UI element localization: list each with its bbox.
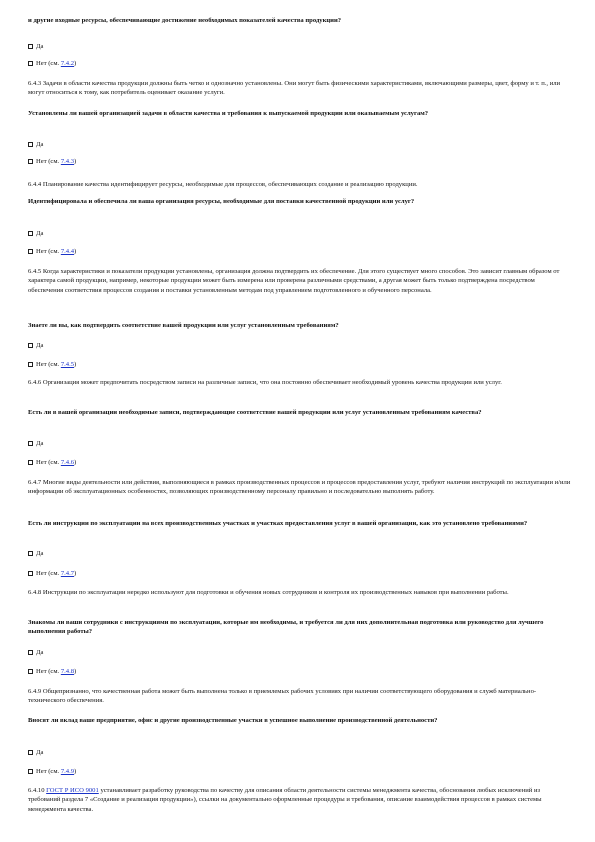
question-text: Вносят ли вклад ваше предприятие, офис и другие производственные участки в успешное выполнение производственной деятельности? bbox=[28, 717, 438, 724]
option-label: Нет (см. 7.4.9) bbox=[36, 768, 77, 775]
text-paragraph bbox=[28, 687, 571, 706]
clause-reference-link[interactable]: 7.4.9 bbox=[60, 768, 75, 775]
body-text: 6.4.9 Общепризнанно, что качественная работа может быть выполнена только в приемлемых рабочих условиях при наличии соответствующего оборудования и служб материально-технического обеспечения. bbox=[28, 688, 537, 705]
text-paragraph bbox=[28, 79, 571, 98]
checkbox-icon[interactable] bbox=[28, 362, 33, 367]
clause-reference-link[interactable]: 7.4.4 bbox=[60, 248, 75, 255]
clause-reference-link[interactable]: 7.4.3 bbox=[60, 158, 75, 165]
body-text: 6.4.6 Организация может предпочитать посредством записи на различные записи, что она постоянно обеспечивает необходимый уровень качества продукции или услуг. bbox=[28, 379, 502, 386]
option-label: Да bbox=[36, 43, 44, 50]
question-paragraph bbox=[28, 408, 571, 417]
answer-option-yes[interactable] bbox=[28, 229, 43, 238]
option-label: Нет (см. 7.4.7) bbox=[36, 570, 77, 577]
body-text: 6.4.8 Инструкции по эксплуатации нередко используют для подготовки и обучения новых сотрудников и контроля их производственных навыков при выполнении работы. bbox=[28, 589, 509, 596]
checkbox-icon[interactable] bbox=[28, 249, 33, 254]
option-label: Да bbox=[36, 141, 44, 148]
checkbox-icon[interactable] bbox=[28, 441, 33, 446]
option-label: Да bbox=[36, 649, 44, 656]
option-label: Нет (см. 7.4.5) bbox=[36, 361, 77, 368]
clause-reference-link[interactable]: 7.4.5 bbox=[60, 361, 75, 368]
question-text: Есть ли в вашей организации необходимые записи, подтверждающие соответствие вашей продукции или услуг установленным требованиям качества? bbox=[28, 409, 482, 416]
question-text: Идентифицировала и обеспечила ли ваша организация ресурсы, необходимые для поставки качественной продукции или услуг? bbox=[28, 198, 415, 205]
text-paragraph bbox=[28, 378, 571, 387]
answer-option-no[interactable] bbox=[28, 247, 76, 256]
clause-reference-link[interactable]: 7.4.2 bbox=[60, 60, 75, 67]
checkbox-icon[interactable] bbox=[28, 142, 33, 147]
answer-option-yes[interactable] bbox=[28, 549, 43, 558]
checkbox-icon[interactable] bbox=[28, 231, 33, 236]
answer-option-yes[interactable] bbox=[28, 439, 43, 448]
answer-option-no[interactable] bbox=[28, 59, 76, 68]
checkbox-icon[interactable] bbox=[28, 650, 33, 655]
checkbox-icon[interactable] bbox=[28, 44, 33, 49]
text-paragraph bbox=[28, 588, 571, 597]
checkbox-icon[interactable] bbox=[28, 769, 33, 774]
clause-reference-link[interactable]: 7.4.7 bbox=[60, 570, 75, 577]
text-paragraph bbox=[28, 786, 571, 814]
clause-reference-link[interactable]: 7.4.8 bbox=[60, 668, 75, 675]
answer-option-no[interactable] bbox=[28, 157, 76, 166]
option-label: Да bbox=[36, 230, 44, 237]
checkbox-icon[interactable] bbox=[28, 159, 33, 164]
answer-option-yes[interactable] bbox=[28, 748, 43, 757]
answer-option-yes[interactable] bbox=[28, 648, 43, 657]
option-label: Да bbox=[36, 342, 44, 349]
answer-option-no[interactable] bbox=[28, 458, 76, 467]
text-paragraph bbox=[28, 478, 571, 497]
checkbox-icon[interactable] bbox=[28, 460, 33, 465]
question-paragraph bbox=[28, 519, 571, 528]
option-label: Нет (см. 7.4.3) bbox=[36, 158, 77, 165]
standard-reference-link[interactable]: ГОСТ Р ИСО 9001 bbox=[46, 787, 99, 794]
checkbox-icon[interactable] bbox=[28, 669, 33, 674]
question-text: и другие входные ресурсы, обеспечивающие достижение необходимых показателей качества продукции? bbox=[28, 17, 342, 24]
question-text: Установлены ли вашей организацией задачи в области качества и требования к выпускаемой продукции или оказываемым услугам? bbox=[28, 110, 429, 117]
answer-option-yes[interactable] bbox=[28, 42, 43, 51]
option-label: Нет (см. 7.4.6) bbox=[36, 459, 77, 466]
question-paragraph bbox=[28, 716, 571, 725]
question-paragraph bbox=[28, 618, 571, 637]
body-text: 6.4.10 ГОСТ Р ИСО 9001 устанавливает разработку руководства по качеству для описания области деятельности системы менеджмента качества, обоснования любых исключений из требований раздела 7 «Создание и реализация продукции»), ссылки на документально оформленные процедуры и требования, описание взаимодействия процессов в рамках системы менеджмента качества. bbox=[28, 787, 542, 813]
clause-reference-link[interactable]: 7.4.6 bbox=[60, 459, 75, 466]
question-text: Есть ли инструкции по эксплуатации на всех производственных участках и участках предоставления услуг в вашей организации, как это установлено требованиями? bbox=[28, 520, 528, 527]
question-paragraph bbox=[28, 109, 571, 118]
question-paragraph bbox=[28, 321, 571, 330]
checkbox-icon[interactable] bbox=[28, 571, 33, 576]
body-text: 6.4.5 Когда характеристики и показатели продукции установлены, организация должна подтвердить их обеспечение. Для этого существует много способов. Это зависит главным образом от характера самой продукции, например, некоторые продукции может быть измерена или проверена различными средствами, а другая может быть только подтверждена посредством обеспечения соответствия процессов создания и поставки установленным методам под управлением подготовленного и обученного персонала. bbox=[28, 268, 560, 294]
answer-option-no[interactable] bbox=[28, 360, 76, 369]
option-label: Да bbox=[36, 550, 44, 557]
option-label: Нет (см. 7.4.8) bbox=[36, 668, 77, 675]
question-text: Знаете ли вы, как подтвердить соответствие вашей продукции или услуг установленным требованиям? bbox=[28, 322, 339, 329]
body-text: 6.4.3 Задачи в области качества продукции должны быть четко и однозначно установлены. Они могут быть физическими характеристиками, включающими размеры, цвет, форму и т. п., или могут относиться к тому, как потребитель оценивает оказание услуги. bbox=[28, 80, 561, 97]
answer-option-no[interactable] bbox=[28, 667, 76, 676]
question-text: Знакомы ли ваши сотрудники с инструкциями по эксплуатации, которые им необходимы, и требуется ли для них дополнительная подготовка или руководство для лучшего выполнения работы? bbox=[28, 619, 544, 636]
answer-option-no[interactable] bbox=[28, 767, 76, 776]
body-text: 6.4.7 Многие виды деятельности или действия, выполняющиеся в рамках производственных процессов и процессов предоставления услуг, требуют наличия инструкций по эксплуатации и/или информации об эксплуатационных особенностях, позволяющих производственному персоналу правильно и последовательно выполнять работу. bbox=[28, 479, 571, 496]
checkbox-icon[interactable] bbox=[28, 551, 33, 556]
checkbox-icon[interactable] bbox=[28, 343, 33, 348]
option-label: Да bbox=[36, 440, 44, 447]
text-paragraph bbox=[28, 267, 571, 295]
option-label: Нет (см. 7.4.4) bbox=[36, 248, 77, 255]
option-label: Да bbox=[36, 749, 44, 756]
checkbox-icon[interactable] bbox=[28, 750, 33, 755]
text-paragraph bbox=[28, 180, 571, 189]
body-text: 6.4.4 Планирование качества идентифицирует ресурсы, необходимые для процессов, обеспечивающих создание и реализацию продукции. bbox=[28, 181, 418, 188]
answer-option-yes[interactable] bbox=[28, 341, 43, 350]
text-paragraph bbox=[28, 16, 571, 25]
checkbox-icon[interactable] bbox=[28, 61, 33, 66]
option-label: Нет (см. 7.4.2) bbox=[36, 60, 77, 67]
question-paragraph bbox=[28, 197, 571, 206]
answer-option-no[interactable] bbox=[28, 569, 76, 578]
answer-option-yes[interactable] bbox=[28, 140, 43, 149]
